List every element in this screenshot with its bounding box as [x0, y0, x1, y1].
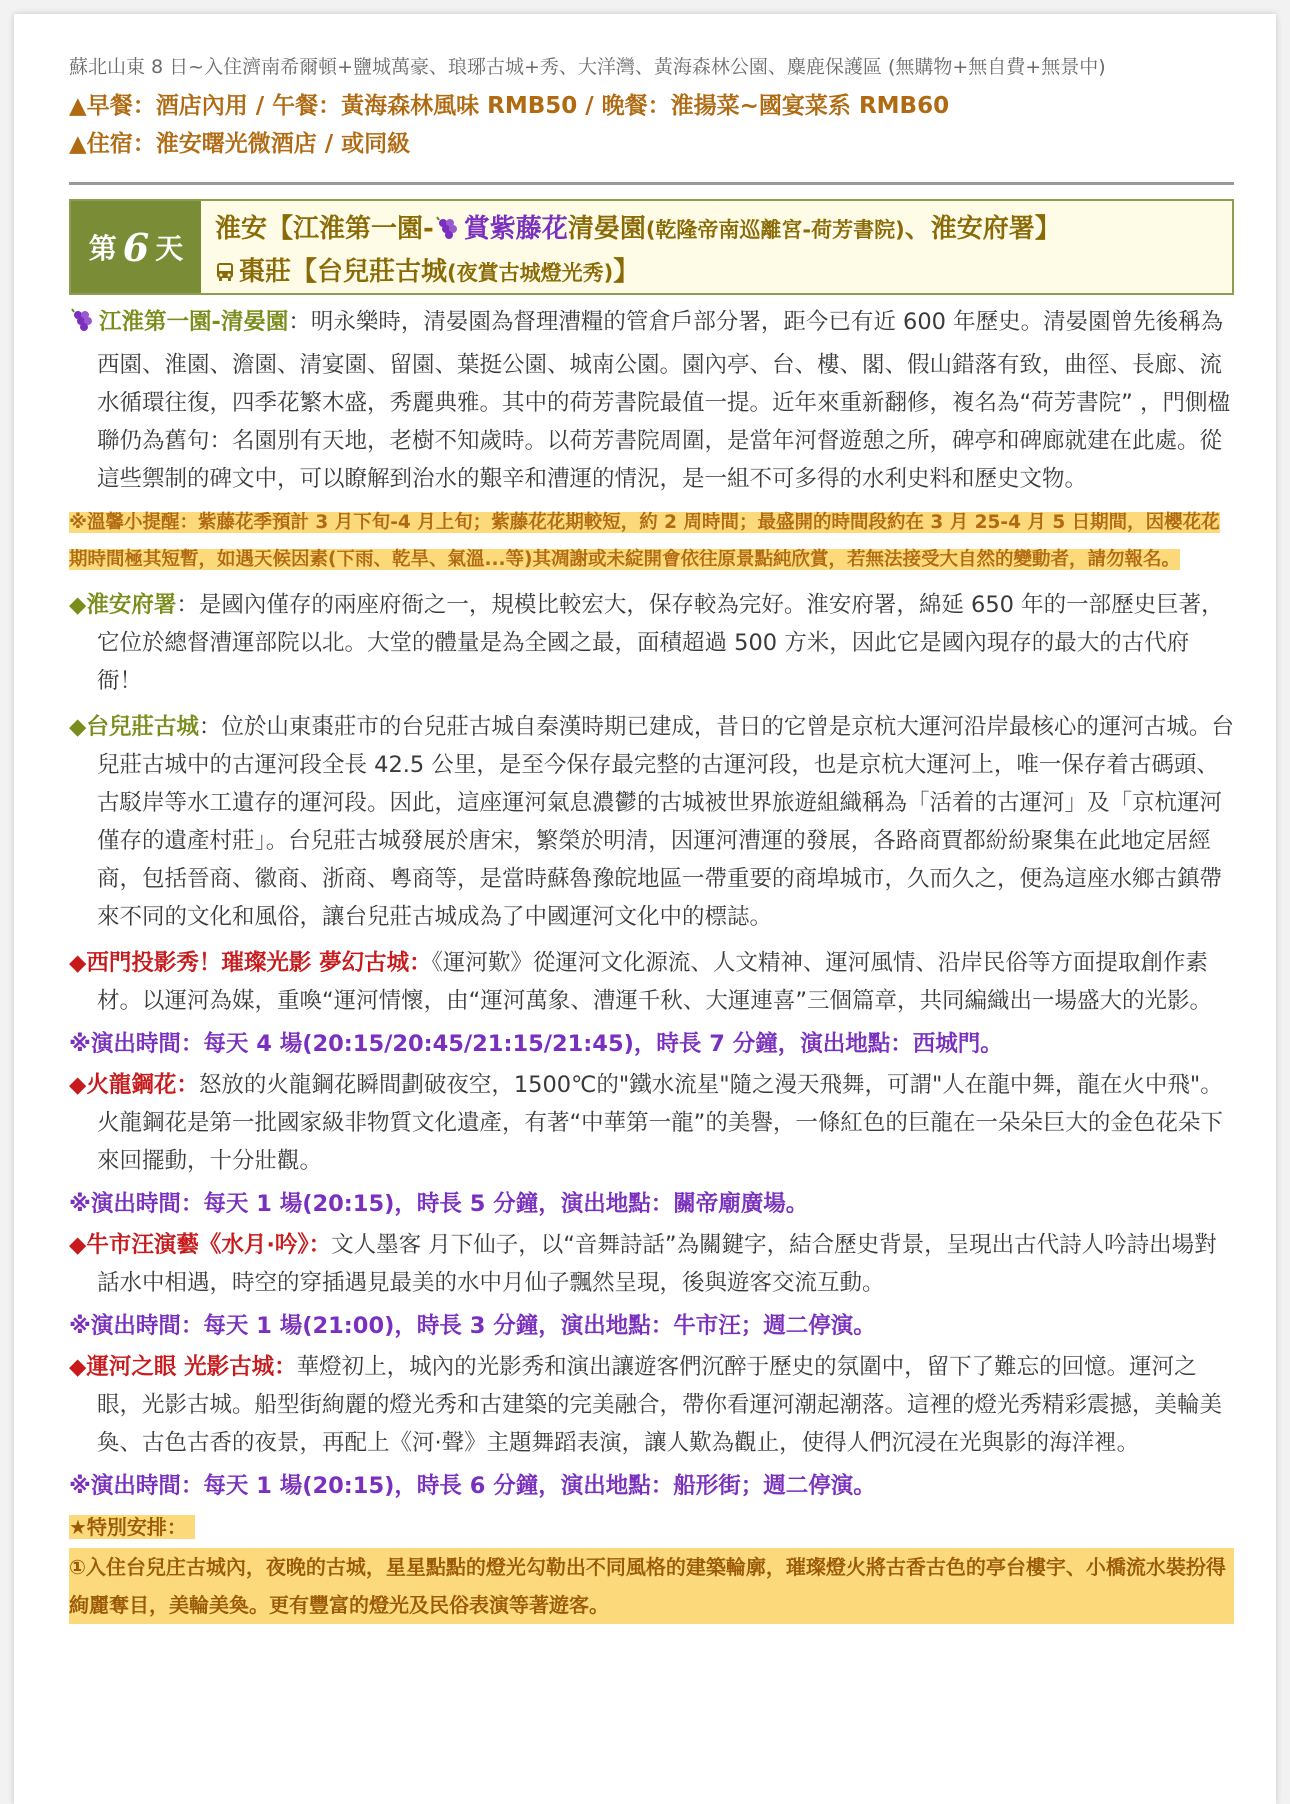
day-title-line-2: 棗莊【台兒莊古城(夜賞古城燈光秀)】 — [215, 254, 1218, 293]
niushi-showtime: ※演出時間：每天 1 場(21:00)，時長 3 分鐘，演出地點：牛市汪；週二停演。 — [69, 1313, 876, 1339]
grape-icon — [69, 308, 95, 346]
document-page — [14, 14, 1276, 1804]
route-title: 蘇北山東 8 日~入住濟南希爾頓+鹽城萬豪、琅琊古城+秀、大洋灣、黃海森林公園、麋鹿保護區 (無購物+無自費+無景中) — [69, 56, 1106, 78]
divider — [69, 182, 1234, 185]
taierzhuang-text: 位於山東棗莊市的台兒莊古城自秦漢時期已建成，昔日的它曾是京杭大運河沿岸最核心的運河古城。台兒莊古城中的古運河段全長 42.5 公里，是至今保存最完整的古運河段，也是京杭大運河上，唯一保存着古碼頭、古駁岸等水工遺存的運河段。因此，這座運河氣息濃鬱的古城被世界旅遊組織稱為「活着的古運河」及「京杭運河僅存的遺產村莊」。台兒莊古城發展於唐宋，繁榮於明清，因運河漕運的發展，各路商賈都紛紛聚集在此地定居經商，包括晉商、徽商、浙商、粵商等，是當時蘇魯豫皖地區一帶重要的商埠城市，久而久之，便為這座水鄉古鎮帶來不同的文化和風俗，讓台兒莊古城成為了中國運河文化中的標誌。 — [97, 714, 1234, 930]
niushi-title: 牛市汪演藝《水月·吟》： — [86, 1232, 332, 1258]
qingyan-title: 江淮第一園-清晏園 — [99, 309, 289, 335]
fushu-title: 淮安府署 — [86, 592, 177, 618]
day-header — [69, 199, 1234, 295]
ximen-text: 《運河歎》從運河文化源流、人文精神、運河風情、沿岸民俗等方面提取創作素材。以運河為媒，重喚“運河情懷，由“運河萬象、漕運千秋、大運連喜”三個篇章，共同編織出一場盛大的光影。 — [97, 950, 1212, 1014]
day-itinerary — [69, 52, 1234, 1624]
yunhe-showtime: ※演出時間：每天 1 場(20:15)，時長 6 分鐘，演出地點：船形街；週二停演。 — [69, 1473, 876, 1499]
taierzhuang-title: 台兒莊古城 — [86, 714, 199, 740]
taierzhuang-section: ◆台兒莊古城：位於山東棗莊市的台兒莊古城自秦漢時期已建成，昔日的它曾是京杭大運河沿岸最核心的運河古城。台兒莊古城中的古運河段全長 42.5 公里，是至今保存最完整的古運河段，也是京杭大運河上，唯一保存着古碼頭、古駁岸等水工遺存的運河段。因此，這座運河氣息濃鬱的古城被世界旅遊組織稱為「活着的古運河」及「京杭運河僅存的遺產村莊」。台兒莊古城發展於唐宋，繁榮於明清，因運河漕運的發展，各路商賈都紛紛聚集在此地定居經商，包括晉商、徽商、浙商、粵商等，是當時蘇魯豫皖地區一帶重要的商埠城市，久而久之，便為這座水鄉古鎮帶來不同的文化和風俗，讓台兒莊古城成為了中國運河文化中的標誌。 — [69, 714, 1234, 930]
day-title-line-1: 淮安【江淮第一園- 賞紫藤花清晏園(乾隆帝南巡離宮-荷芳書院)、淮安府署】 — [215, 209, 1218, 254]
special-item-1: ①入住台兒庄古城內，夜晚的古城，星星點點的燈光勾勒出不同風格的建築輪廓，璀璨燈火將古香古色的亭台樓宇、小橋流水裝扮得絢麗奪目，美輪美奐。更有豐富的燈光及民俗表演等著遊客。 — [69, 1548, 1234, 1624]
grape-icon — [434, 214, 460, 254]
reminder-notice: ※溫馨小提醒：紫藤花季預計 3 月下旬-4 月上旬；紫藤花花期較短，約 2 周時間；最盛開的時間段約在 3 月 25-4 月 5 日期間，因櫻花花期時間極其短暫，如遇天候因素(下雨、乾旱、氣溫...等)其凋謝或未綻開會依往原景點純欣賞，若無法接受大自然的變動者，請勿報名。 — [69, 512, 1220, 570]
meals-line: ▲早餐：酒店內用 / 午餐：黃海森林風味 RMB50 / 晚餐：淮揚菜~國宴菜系 RMB60 — [69, 93, 950, 119]
ximen-title: 西門投影秀！璀璨光影 夢幻古城： — [86, 950, 432, 976]
special-arrangement — [69, 1508, 1234, 1624]
fushu-text: 是國內僅存的兩座府衙之一，規模比較宏大，保存較為完好。淮安府署，綿延 650 年的一部歷史巨著，它位於總督漕運部院以北。大堂的體量是為全國之最，面積超過 500 方米，因此它是國內現存的最大的古代府衙！ — [97, 592, 1224, 694]
day-title — [201, 201, 1232, 293]
huolong-title: 火龍鋼花： — [86, 1072, 199, 1098]
ximen-section: ◆西門投影秀！璀璨光影 夢幻古城：《運河歎》從運河文化源流、人文精神、運河風情、沿岸民俗等方面提取創作素材。以運河為媒，重喚“運河情懷，由“運河萬象、漕運千秋、大運連喜”三個篇章，共同編織出一場盛大的光影。 — [69, 950, 1212, 1014]
yunhe-text: 華燈初上，城內的光影秀和演出讓遊客們沉醉于歷史的氛圍中，留下了難忘的回憶。運河之眼，光影古城。船型街絢麗的燈光秀和古建築的完美融合，帶你看運河潮起潮落。這裡的燈光秀精彩震撼，美輪美奐、古色古香的夜景，再配上《河·聲》主題舞蹈表演，讓人歎為觀止，使得人們沉浸在光與影的海洋裡。 — [97, 1354, 1223, 1456]
special-title: ★特別安排： — [69, 1515, 195, 1539]
niushi-text: 文人墨客 月下仙子，以“音舞詩話”為關鍵字，結合歷史背景，呈現出古代詩人吟詩出場對話水中相遇，時空的穿插遇見最美的水中月仙子飄然呈現，後與遊客交流互動。 — [97, 1232, 1217, 1296]
day-number: 6 — [122, 224, 150, 270]
huolong-showtime: ※演出時間：每天 1 場(20:15)，時長 5 分鐘，演出地點：關帝廟廣場。 — [69, 1191, 809, 1217]
niushi-section: ◆牛市汪演藝《水月·吟》：文人墨客 月下仙子，以“音舞詩話”為關鍵字，結合歷史背景，呈現出古代詩人吟詩出場對話水中相遇，時空的穿插遇見最美的水中月仙子飄然呈現，後與遊客交流互動。 — [69, 1232, 1217, 1296]
day-number-label: 第 6 天 — [71, 201, 201, 293]
fushu-section: ◆淮安府署：是國內僅存的兩座府衙之一，規模比較宏大，保存較為完好。淮安府署，綿延 650 年的一部歷史巨著，它位於總督漕運部院以北。大堂的體量是為全國之最，面積超過 500 方米，因此它是國內現存的最大的古代府衙！ — [69, 592, 1224, 694]
yunhe-section: ◆運河之眼 光影古城：華燈初上，城內的光影秀和演出讓遊客們沉醉于歷史的氛圍中，留下了難忘的回憶。運河之眼，光影古城。船型街絢麗的燈光秀和古建築的完美融合，帶你看運河潮起潮落。這裡的燈光秀精彩震撼，美輪美奐、古色古香的夜景，再配上《河·聲》主題舞蹈表演，讓人歎為觀止，使得人們沉浸在光與影的海洋裡。 — [69, 1354, 1223, 1456]
yunhe-title: 運河之眼 光影古城： — [86, 1354, 297, 1380]
bus-icon — [215, 257, 235, 293]
qingyan-text: 明永樂時，清晏園為督理漕糧的管倉戶部分署，距今已有近 600 年歷史。清晏園曾先後稱為西園、淮園、澹園、清宴園、留園、葉挺公園、城南公園。園內亭、台、樓、閣、假山錯落有致，曲徑、長廊、流水循環往復，四季花繁木盛，秀麗典雅。其中的荷芳書院最值一提。近年來重新翻修，複名為“荷芳書院” ，門側楹聯仍為舊句：名園別有天地，老樹不知歲時。以荷芳書院周圍，是當年河督遊憩之所，碑亭和碑廊就建在此處。從這些禦制的碑文中，可以瞭解到治水的艱辛和漕運的情況，是一組不可多得的水利史料和歷史文物。 — [97, 309, 1230, 492]
ximen-showtime: ※演出時間：每天 4 場(20:15/20:45/21:15/21:45)，時長 7 分鐘，演出地點：西城門。 — [69, 1031, 1003, 1057]
qingyan-section: 江淮第一園-清晏園：明永樂時，清晏園為督理漕糧的管倉戶部分署，距今已有近 600 年歷史。清晏園曾先後稱為西園、淮園、澹園、清宴園、留園、葉挺公園、城南公園。園內亭、台、樓、閣、假山錯落有致，曲徑、長廊、流水循環往復，四季花繁木盛，秀麗典雅。其中的荷芳書院最值一提。近年來重新翻修，複名為“荷芳書院” ，門側楹聯仍為舊句：名園別有天地，老樹不知歲時。以荷芳書院周圍，是當年河督遊憩之所，碑亭和碑廊就建在此處。從這些禦制的碑文中，可以瞭解到治水的艱辛和漕運的情況，是一組不可多得的水利史料和歷史文物。 — [69, 303, 1234, 498]
huolong-section: ◆火龍鋼花：怒放的火龍鋼花瞬間劃破夜空，1500℃的"鐵水流星"隨之漫天飛舞，可謂"人在龍中舞，龍在火中飛"。火龍鋼花是第一批國家級非物質文化遺產，有著“中華第一龍”的美譽，一條紅色的巨龍在一朵朵巨大的金色花朵下來回擺動，十分壯觀。 — [69, 1072, 1223, 1174]
huolong-text: 怒放的火龍鋼花瞬間劃破夜空，1500℃的"鐵水流星"隨之漫天飛舞，可謂"人在龍中舞，龍在火中飛"。火龍鋼花是第一批國家級非物質文化遺產，有著“中華第一龍”的美譽，一條紅色的巨龍在一朵朵巨大的金色花朵下來回擺動，十分壯觀。 — [97, 1072, 1223, 1174]
hotel-line: ▲住宿：淮安曙光微酒店 / 或同級 — [69, 131, 411, 157]
